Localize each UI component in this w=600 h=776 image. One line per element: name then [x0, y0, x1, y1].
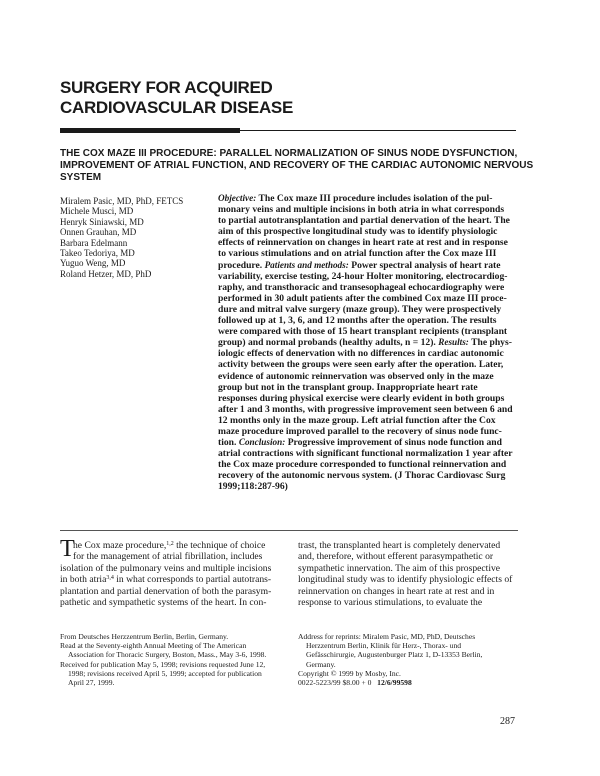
section-rule-thick: [60, 128, 240, 133]
body-line: for the management of atrial fibrillation, includes: [73, 551, 263, 563]
footnote-reprints: Herzzentrum Berlin, Klinik für Herz-, Thorax- und: [306, 641, 462, 651]
article-title-line-2: IMPROVEMENT OF ATRIAL FUNCTION, AND RECOVERY OF THE CARDIAC AUTONOMIC NERVOUS: [60, 160, 534, 171]
abstract-line: dure and mitral valve surgery (maze group). They were prospectively: [218, 303, 502, 315]
methods-label: Patients and methods:: [264, 259, 349, 270]
footnote-affiliation: From Deutsches Herzzentrum Berlin, Berlin, Germany.: [60, 632, 229, 641]
footnote-received: April 27, 1999.: [68, 678, 115, 688]
abstract-line: raphy, and transthoracic and transesophageal echocardiography were: [218, 281, 505, 293]
body-line: reinnervation on changes in heart rate at rest and in: [298, 585, 495, 597]
section-title: [60, 78, 520, 118]
abstract-line: to partial autotransplantation and partial denervation of the heart. The: [218, 215, 510, 227]
footnote-copyright: Copyright © 1999 by Mosby, Inc.: [298, 668, 401, 678]
abstract-line: recovery of the autonomic nervous system. (J Thorac Cardiovasc Surg: [218, 470, 506, 482]
body-column-right: [298, 540, 518, 608]
page-number: 287: [500, 716, 515, 727]
section-title-line-1: SURGERY FOR ACQUIRED: [60, 78, 273, 97]
footnote-received: 1998; revisions received April 5, 1999; accepted for publication: [68, 668, 262, 678]
abstract: [218, 193, 518, 493]
abstract-line: were compared with those of 15 heart transplant recipients (transplant: [218, 326, 508, 338]
body-line: response to various stimulations, to evaluate the: [298, 597, 483, 609]
abstract-line: aim of this prospective longitudinal study was to identify physiologic: [218, 226, 498, 238]
abstract-line: followed up at 1, 3, 6, and 12 months after the operation. The results: [218, 315, 497, 327]
author: Miralem Pasic, MD, PhD, FETCS: [60, 196, 184, 206]
body-line: he Cox maze procedure,$^{1,2}$ the technique of choice: [73, 540, 266, 551]
author: Takeo Tedoriya, MD: [60, 248, 135, 259]
author: Barbara Edelmann: [60, 237, 128, 248]
author: Michele Musci, MD: [60, 206, 134, 217]
body-line: plantation and partial denervation of both the parasym-: [60, 585, 272, 597]
body-line: trast, the transplanted heart is completely denervated: [298, 540, 501, 551]
author: Henryk Siniawski, MD: [60, 216, 144, 227]
section-rule-thin: [240, 130, 516, 131]
body-line: pathetic and sympathetic systems of the heart. In con-: [60, 597, 267, 609]
footnotes-right: [298, 632, 523, 687]
abstract-line: group) and normal probands (healthy adults, n = 12). Results: The phys-: [218, 337, 512, 349]
abstract-line: procedure. Patients and methods: Power spectral analysis of heart rate: [218, 259, 501, 271]
author: Onnen Grauhan, MD: [60, 227, 137, 238]
footnote-meeting: Association for Thoracic Surgery, Boston, Mass., May 3-6, 1998.: [68, 650, 267, 660]
footnote-meeting: Read at the Seventy-eighth Annual Meeting of The American: [60, 641, 247, 651]
abstract-line: iologic effects of denervation with no differences in cardiac autonomic: [218, 348, 504, 360]
abstract-line: Objective: The Cox maze III procedure includes isolation of the pul-: [218, 193, 493, 204]
author: Yuguo Weng, MD: [60, 258, 126, 269]
abstract-divider: [60, 530, 518, 531]
footnote-issn: 0022-5223/99 $8.00 + 0 12/6/99598: [298, 678, 412, 688]
abstract-line: maze procedure improved parallel to the recovery of sinus node func-: [218, 425, 502, 437]
abstract-line: evidence of autonomic reinnervation was observed only in the maze: [218, 370, 494, 382]
body-column-left: [60, 536, 280, 609]
abstract-line: atrial contractions with significant functional normalization 1 year after: [218, 448, 513, 460]
abstract-line: group but not in the transplant group. Inappropriate heart rate: [218, 381, 478, 393]
body-line: longitudinal study was to identify physiologic effects of: [298, 574, 513, 586]
citation: 1,2: [166, 541, 174, 547]
body-line: sympathetic innervation. The aim of this prospective: [298, 562, 501, 574]
results-label: Results:: [438, 337, 469, 348]
footnote-reprints: Gefässchirurgie, Augustenburger Platz 1, D-13353 Berlin,: [306, 650, 483, 660]
article-title: [60, 148, 534, 184]
footnote-reprints: Address for reprints: Miralem Pasic, MD, PhD, Deutsches: [298, 632, 476, 641]
footnote-received: Received for publication May 5, 1998; revisions requested June 12,: [60, 659, 266, 669]
objective-label: Objective:: [218, 193, 257, 203]
drop-cap: T: [60, 536, 75, 562]
abstract-line: activity between the groups were seen early after the operation. Later,: [218, 359, 504, 371]
abstract-line: monary veins and multiple incisions in both atria in what corresponds: [218, 204, 505, 216]
author-list: [60, 196, 210, 279]
conclusion-label: Conclusion:: [238, 437, 286, 448]
abstract-line: the Cox maze procedure corresponded to functional reinnervation and: [218, 459, 507, 471]
abstract-line: performed in 30 adult patients after the combined Cox maze III proce-: [218, 292, 507, 304]
body-line: and, therefore, without efferent parasympathetic or: [298, 551, 494, 563]
abstract-line: effects of reinnervation on changes in heart rate at rest and in response: [218, 237, 508, 249]
author: Roland Hetzer, MD, PhD: [60, 268, 152, 279]
article-title-line-1: THE COX MAZE III PROCEDURE: PARALLEL NORMALIZATION OF SINUS NODE DYSFUNCTION,: [60, 148, 518, 159]
abstract-line: responses during physical exercise were clearly evident in both groups: [218, 392, 505, 404]
section-title-line-2: CARDIOVASCULAR DISEASE: [60, 98, 293, 117]
abstract-line: variability, exercise testing, 24-hour Holter monitoring, electrocardiog-: [218, 270, 508, 282]
footnotes-left: [60, 632, 280, 687]
abstract-line: tion. Conclusion: Progressive improvement of sinus node function and: [218, 437, 502, 449]
article-title-line-3: SYSTEM: [60, 172, 102, 183]
footnote-reprints: Germany.: [306, 659, 336, 669]
abstract-line: to various stimulations and on atrial function after the Cox maze III: [218, 248, 497, 260]
abstract-line: 12 months only in the maze group. Left atrial function after the Cox: [218, 414, 496, 426]
abstract-line: 1999;118:287-96): [218, 481, 288, 493]
citation: 3,4: [106, 575, 114, 582]
body-line: in both atria$^{3,4}$ in what corresponds to partial autotrans-: [60, 574, 272, 586]
body-line: isolation of the pulmonary veins and multiple incisions: [60, 562, 272, 574]
abstract-line: after 1 and 3 months, with progressive improvement seen between 6 and: [218, 403, 513, 415]
